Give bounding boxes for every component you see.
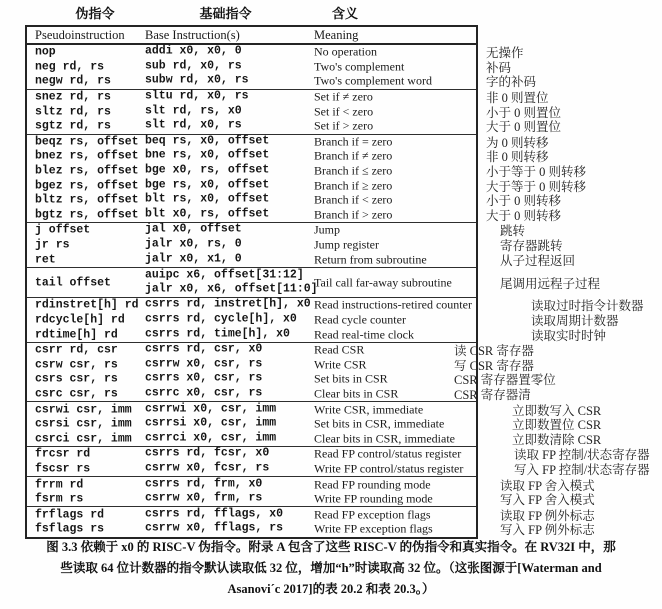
pseudoinstruction-cell: csrwi csr, imm <box>35 403 132 417</box>
pseudoinstruction-cell: rdtime[h] rd <box>35 328 118 342</box>
meaning-cell: Clear bits in CSR, immediate <box>314 431 455 446</box>
base-instruction-cell <box>145 477 262 492</box>
meaning-cell: Jump <box>314 222 341 237</box>
table-group <box>27 342 556 402</box>
table-group <box>27 476 595 508</box>
base-instruction-line: csrrs x0, csr, rs <box>145 372 263 386</box>
pseudoinstruction-cell: csrr rd, csr <box>35 343 118 357</box>
pseudoinstruction-cell: bnez rs, offset <box>35 149 139 163</box>
table-group <box>27 134 587 223</box>
pseudoinstruction-cell: rdcycle[h] rd <box>35 313 125 327</box>
base-instruction-cell <box>145 402 276 417</box>
header-pseudoinstruction: Pseudoinstruction <box>35 28 125 42</box>
chinese-annotation: 写入 FP 舍入模式 <box>500 493 595 508</box>
meaning-cell: Set if ≠ zero <box>314 89 373 104</box>
meaning-cell: Set if < zero <box>314 104 374 119</box>
base-instruction-cell <box>145 298 311 313</box>
pseudoinstruction-cell: bltz rs, offset <box>35 193 139 207</box>
chinese-annotation: 大于 0 则置位 <box>486 120 562 135</box>
pseudoinstruction-cell: nop <box>35 45 56 59</box>
table-row <box>27 134 549 150</box>
base-instruction-line: csrrs rd, csr, x0 <box>145 342 263 356</box>
meaning-cell: Branch if ≤ zero <box>314 163 393 178</box>
pseudoinstruction-cell: tail offset <box>35 276 111 289</box>
pseudoinstruction-cell: negw rd, rs <box>35 74 111 88</box>
table-header-row <box>27 27 476 45</box>
table-row <box>27 207 562 223</box>
base-instruction-cell <box>145 431 276 446</box>
base-instruction-line: csrrw x0, fcsr, rs <box>145 461 270 475</box>
table-row <box>27 104 562 120</box>
base-instruction-line: slt rd, x0, rs <box>145 118 242 132</box>
chinese-annotation: 无操作 <box>486 46 524 61</box>
chinese-annotation: 非 0 则转移 <box>486 150 549 165</box>
meaning-cell: Read FP exception flags <box>314 507 431 522</box>
pseudoinstruction-cell: neg rd, rs <box>35 60 105 74</box>
base-instruction-line: sub rd, x0, rs <box>145 59 242 73</box>
chinese-annotation: 读取过时指令计数器 <box>531 299 644 314</box>
chinese-annotation: 为 0 则转移 <box>486 135 549 150</box>
pseudoinstruction-cell: jr rs <box>35 238 70 252</box>
base-instruction-line: subw rd, x0, rs <box>145 74 249 88</box>
table-group <box>27 297 644 343</box>
chinese-annotation: 大于等于 0 则转移 <box>486 179 587 194</box>
pseudoinstruction-cell: ret <box>35 253 56 267</box>
chinese-annotation: 读取 FP 控制/状态寄存器 <box>514 448 650 463</box>
meaning-cell: No operation <box>314 44 377 59</box>
base-instruction-line: csrrwi x0, csr, imm <box>145 402 277 416</box>
pseudoinstruction-cell: blez rs, offset <box>35 164 139 178</box>
base-instruction-cell <box>145 252 242 267</box>
table-row <box>27 148 549 165</box>
table-row <box>27 416 602 433</box>
base-instruction-line: csrrs rd, instret[h], x0 <box>145 298 311 312</box>
base-instruction-line: csrrw x0, fflags, rs <box>145 522 284 535</box>
chinese-annotation: 立即数置位 CSR <box>512 418 602 433</box>
table-row <box>27 461 650 477</box>
table-row <box>27 237 563 254</box>
base-instruction-cell <box>145 492 262 507</box>
meaning-cell: Branch if = zero <box>314 134 393 149</box>
pseudoinstruction-cell: fscsr rs <box>35 462 91 476</box>
meaning-cell: Two's complement word <box>314 73 432 88</box>
base-instruction-line: beq rs, x0, offset <box>145 134 270 148</box>
column-header-meaning-cn: 含义 <box>331 6 358 21</box>
base-instruction-cell <box>145 164 269 179</box>
base-instruction-cell <box>145 223 242 238</box>
chinese-annotation: 写入 FP 控制/状态寄存器 <box>514 462 650 477</box>
table-row <box>27 73 537 90</box>
chinese-annotation: CSR 寄存器清 <box>454 387 531 402</box>
base-instruction-cell <box>145 522 283 537</box>
chinese-annotation: 小于 0 则转移 <box>486 194 562 209</box>
chinese-annotation: 寄存器跳转 <box>500 239 563 254</box>
base-instruction-line: csrrs rd, frm, x0 <box>145 477 263 491</box>
caption-line-2: 些读取 64 位计数器的指令默认读取低 32 位，增加“h”时读取高 32 位。（这张图源于[Waterman and <box>60 561 602 575</box>
chinese-annotation: 跳转 <box>500 224 526 239</box>
table-row <box>27 118 562 135</box>
pseudoinstruction-cell: csrs csr, rs <box>35 372 118 386</box>
pseudoinstruction-cell: csrci csr, imm <box>35 432 132 446</box>
base-instruction-cell <box>145 45 242 60</box>
base-instruction-cell <box>145 313 297 328</box>
chinese-annotation: 补码 <box>486 60 512 75</box>
base-instruction-cell <box>145 208 269 223</box>
table-row <box>27 507 595 523</box>
base-instruction-line: csrrc x0, csr, rs <box>145 386 263 400</box>
meaning-cell: Branch if > zero <box>314 207 393 222</box>
chinese-annotation: 小于等于 0 则转移 <box>486 165 587 180</box>
pseudoinstruction-cell: frflags rd <box>35 508 105 522</box>
base-instruction-line: csrrci x0, csr, imm <box>145 431 277 445</box>
base-instruction-line: auipc x6, offset[31:12] <box>145 267 304 281</box>
chinese-annotation: 立即数写入 CSR <box>512 403 602 418</box>
table-row <box>27 297 644 314</box>
chinese-annotation: 写 CSR 寄存器 <box>454 358 534 373</box>
pseudoinstruction-cell: csrc csr, rs <box>35 387 118 401</box>
base-instruction-line: addi x0, x0, 0 <box>145 45 242 58</box>
pseudoinstruction-cell: beqz rs, offset <box>35 135 139 149</box>
base-instruction-line: blt x0, rs, offset <box>145 207 270 221</box>
meaning-cell: Read CSR <box>314 342 365 357</box>
meaning-cell: Read cycle counter <box>314 312 406 327</box>
base-instruction-line: csrrs rd, fcsr, x0 <box>145 447 270 461</box>
table-row <box>27 357 534 373</box>
meaning-cell: Write FP exception flags <box>314 521 433 536</box>
meaning-cell: Write FP control/status register <box>314 461 464 476</box>
pseudoinstruction-cell: frcsr rd <box>35 447 91 461</box>
meaning-cell: Return from subroutine <box>314 252 427 267</box>
base-instruction-cell <box>145 60 242 75</box>
pseudoinstruction-cell: bgtz rs, offset <box>35 208 139 222</box>
pseudoinstruction-cell: sltz rd, rs <box>35 105 111 119</box>
chinese-annotation: 非 0 则置位 <box>486 91 549 106</box>
table-group <box>27 44 537 90</box>
chinese-annotation: 尾调用远程子过程 <box>500 276 601 291</box>
table-row <box>27 491 595 508</box>
table-group <box>27 222 576 268</box>
base-instruction-line: slt rd, rs, x0 <box>145 104 242 118</box>
caption-line-3: Asanovi´c 2017]的表 20.2 和表 20.3。） <box>227 582 435 596</box>
base-instruction-cell <box>145 90 249 105</box>
base-instruction-cell <box>145 238 242 253</box>
table-group <box>27 506 595 538</box>
table-group <box>27 267 601 297</box>
base-instruction-cell <box>145 178 269 193</box>
meaning-cell: Read real-time clock <box>314 327 414 342</box>
chinese-annotation: 读取周期计数器 <box>531 313 619 328</box>
pseudoinstruction-cell: fsflags rs <box>35 522 105 536</box>
table-row <box>27 252 576 268</box>
table-group <box>27 446 650 477</box>
meaning-cell: Tail call far-away subroutine <box>314 275 452 289</box>
chinese-annotation: CSR 寄存器置零位 <box>454 373 556 388</box>
base-instruction-line: jalr x0, rs, 0 <box>145 237 242 251</box>
table-row <box>27 446 650 463</box>
header-meaning: Meaning <box>314 28 359 42</box>
chinese-annotation: 立即数清除 CSR <box>512 432 602 447</box>
pseudoinstruction-cell: csrsi csr, imm <box>35 417 132 431</box>
base-instruction-line: blt rs, x0, offset <box>145 192 270 206</box>
meaning-cell: Clear bits in CSR <box>314 386 399 401</box>
table-row <box>27 44 524 61</box>
base-instruction-line: jal x0, offset <box>145 223 242 237</box>
base-instruction-cell <box>145 417 276 432</box>
meaning-cell: Branch if < zero <box>314 192 393 207</box>
base-instruction-cell <box>145 462 269 477</box>
meaning-cell: Read instructions-retired counter <box>314 297 472 312</box>
table-row <box>27 402 602 418</box>
base-instruction-line: bge x0, rs, offset <box>145 163 270 177</box>
meaning-cell: Branch if ≠ zero <box>314 148 393 163</box>
pseudoinstruction-cell: frrm rd <box>35 478 84 492</box>
base-instruction-cell <box>145 372 262 387</box>
base-instruction-line: csrrs rd, cycle[h], x0 <box>145 312 297 326</box>
pseudoinstruction-cell: j offset <box>35 223 91 237</box>
table-row <box>27 267 601 297</box>
base-instruction-cell <box>145 507 283 522</box>
meaning-cell: Read FP control/status register <box>314 446 462 461</box>
chinese-annotation: 读取实时时钟 <box>531 328 607 343</box>
base-instruction-line: jalr x0, x6, offset[11:0] <box>145 282 318 296</box>
base-instruction-line: csrrsi x0, csr, imm <box>145 416 277 430</box>
table-row <box>27 477 595 493</box>
chinese-annotation: 小于 0 则置位 <box>486 105 562 120</box>
meaning-cell: Write FP rounding mode <box>314 491 433 506</box>
base-instruction-cell <box>145 343 262 358</box>
column-header-base-instruction-cn: 基础指令 <box>199 6 252 21</box>
pseudoinstruction-cell: fsrm rs <box>35 492 84 506</box>
chinese-annotation: 读取 FP 舍入模式 <box>500 478 595 493</box>
chinese-annotation: 从子过程返回 <box>500 253 576 268</box>
base-instruction-cell <box>145 193 269 208</box>
table-row <box>27 222 526 239</box>
header-base-instruction: Base Instruction(s) <box>145 28 240 42</box>
base-instruction-line: csrrw x0, frm, rs <box>145 491 263 505</box>
meaning-cell: Set bits in CSR, immediate <box>314 416 445 431</box>
meaning-cell: Write CSR <box>314 357 367 372</box>
table-row <box>27 178 587 194</box>
base-instruction-cell <box>145 268 318 297</box>
pseudoinstruction-cell: snez rd, rs <box>35 90 111 104</box>
column-header-pseudoinstruction-cn: 伪指令 <box>75 6 115 21</box>
base-instruction-line: bge rs, x0, offset <box>145 178 270 192</box>
meaning-cell: Jump register <box>314 237 379 252</box>
meaning-cell: Write CSR, immediate <box>314 402 424 417</box>
base-instruction-cell <box>145 74 249 89</box>
base-instruction-line: csrrs rd, fflags, x0 <box>145 507 284 521</box>
pseudoinstruction-cell: rdinstret[h] rd <box>35 298 139 312</box>
table-row <box>27 59 512 75</box>
base-instruction-cell <box>145 135 269 150</box>
chinese-annotation: 大于 0 则转移 <box>486 208 562 223</box>
base-instruction-cell <box>145 357 262 372</box>
base-instruction-cell <box>145 447 269 462</box>
base-instruction-cell <box>145 387 262 402</box>
table-row <box>27 371 556 388</box>
base-instruction-line: csrrw x0, csr, rs <box>145 357 263 371</box>
chinese-annotation: 写入 FP 例外标志 <box>500 523 595 538</box>
base-instruction-cell <box>145 119 242 134</box>
chinese-annotation: 字的补码 <box>486 75 537 90</box>
pseudoinstruction-cell: sgtz rd, rs <box>35 119 111 133</box>
pseudoinstruction-cell: bgez rs, offset <box>35 179 139 193</box>
chinese-annotation: 读 CSR 寄存器 <box>454 344 534 359</box>
base-instruction-cell <box>145 149 269 164</box>
figure-caption <box>6 537 656 600</box>
pseudoinstruction-table <box>25 25 650 539</box>
table-row <box>27 386 531 402</box>
base-instruction-cell <box>145 104 242 119</box>
table-group <box>27 401 602 447</box>
pseudoinstruction-cell: csrw csr, rs <box>35 358 118 372</box>
meaning-cell: Branch if ≥ zero <box>314 178 393 193</box>
meaning-cell: Two's complement <box>314 59 405 74</box>
base-instruction-line: jalr x0, x1, 0 <box>145 252 242 266</box>
table-row <box>27 192 562 209</box>
base-instruction-line: csrrs rd, time[h], x0 <box>145 327 290 341</box>
table-row <box>27 312 619 328</box>
base-instruction-line: bne rs, x0, offset <box>145 149 270 163</box>
meaning-cell: Set if > zero <box>314 118 374 133</box>
meaning-cell: Set bits in CSR <box>314 371 388 386</box>
table-row <box>27 89 549 106</box>
meaning-cell: Read FP rounding mode <box>314 477 431 492</box>
table-row <box>27 431 602 447</box>
table-group <box>27 89 562 135</box>
table-row <box>27 163 587 180</box>
chinese-annotation: 读取 FP 例外标志 <box>500 508 595 523</box>
table-row <box>27 342 534 359</box>
base-instruction-line: sltu rd, x0, rs <box>145 89 249 103</box>
caption-line-1: 图 3.3 依赖于 x0 的 RISC-V 伪指令。附录 A 包含了这些 RISC-V 的伪指令和真实指令。在 RV32I 中，那 <box>46 540 616 554</box>
base-instruction-cell <box>145 327 290 342</box>
table-row <box>27 327 607 343</box>
table-body <box>27 44 650 538</box>
table-row <box>27 521 595 538</box>
